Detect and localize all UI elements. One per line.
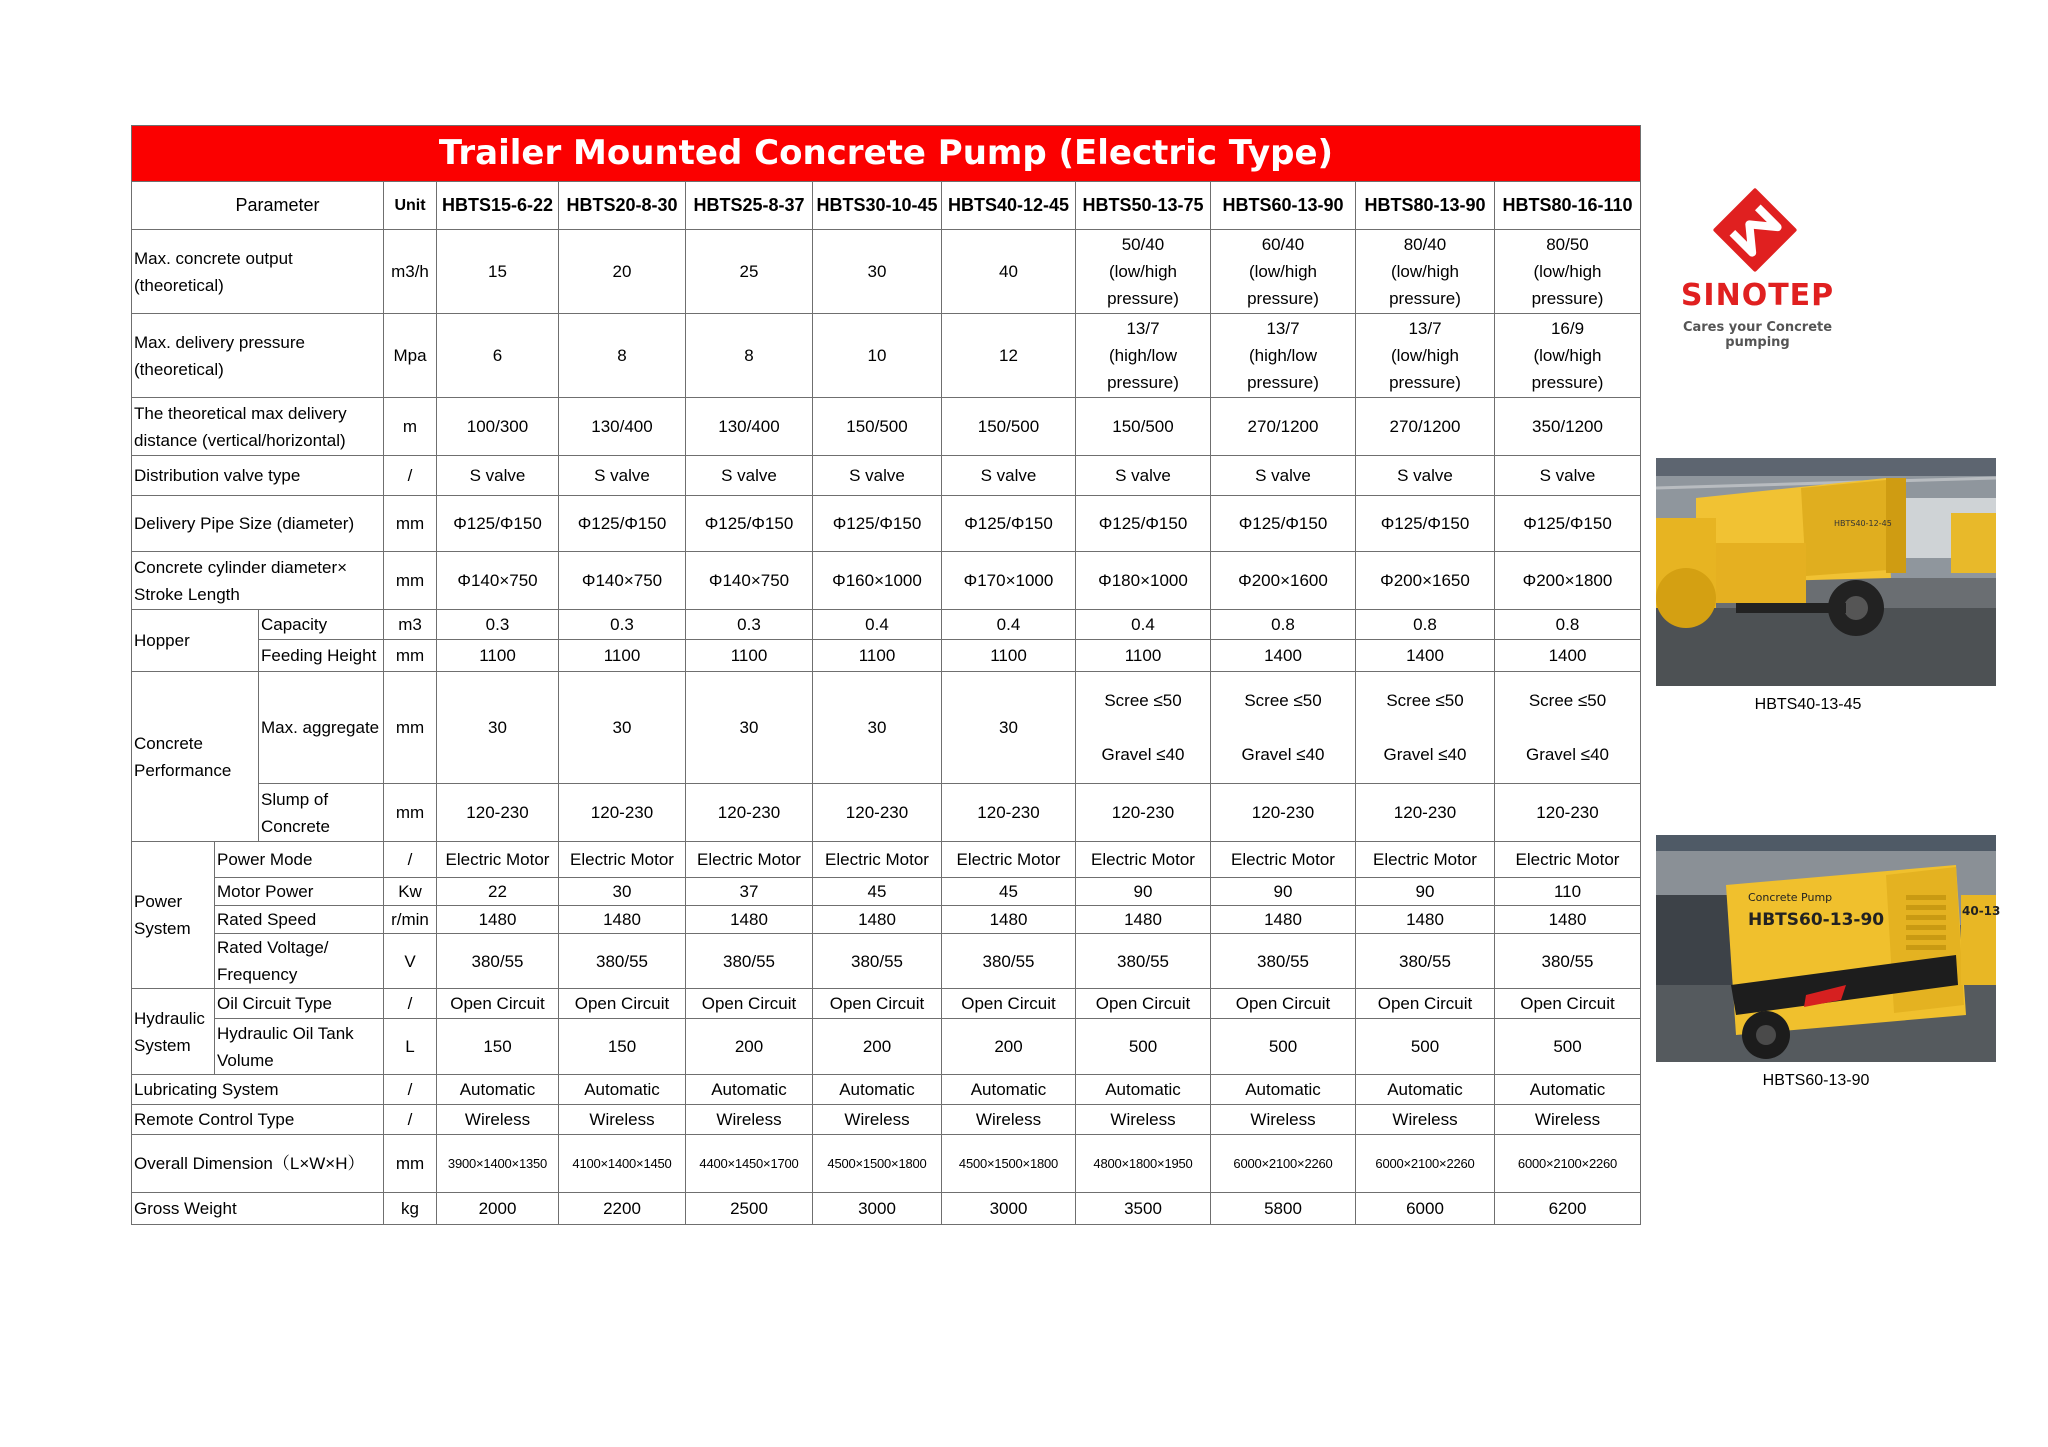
row-value: 1100: [813, 640, 942, 672]
row-value: 500: [1495, 1019, 1641, 1075]
photo-1-body-text: HBTS40-12-45: [1834, 519, 1892, 528]
row-value: 380/55: [1495, 934, 1641, 989]
row-value: 15: [437, 230, 559, 314]
row-unit: L: [384, 1019, 437, 1075]
row-value: S valve: [1076, 456, 1211, 496]
row-value: 3900×1400×1350: [437, 1135, 559, 1193]
row-parameter: Power Mode: [215, 842, 384, 878]
row-value: Automatic: [1356, 1075, 1495, 1105]
row-value: 30: [559, 878, 686, 906]
row-value: 1480: [1495, 906, 1641, 934]
row-value: 30: [813, 672, 942, 784]
row-value: Φ125/Φ150: [559, 496, 686, 552]
row-parameter: Rated Speed: [215, 906, 384, 934]
row-value: 20: [559, 230, 686, 314]
row-parameter: Max. concrete output (theoretical): [132, 230, 384, 314]
row-unit: m3: [384, 610, 437, 640]
row-value: Automatic: [437, 1075, 559, 1105]
row-group-label: Concrete Performance: [132, 672, 259, 842]
row-parameter: Rated Voltage/ Frequency: [215, 934, 384, 989]
row-parameter: The theoretical max delivery distance (vertical/horizontal): [132, 398, 384, 456]
row-value: Φ125/Φ150: [1356, 496, 1495, 552]
row-value: Wireless: [1211, 1105, 1356, 1135]
row-value: 1400: [1356, 640, 1495, 672]
row-value: 1100: [686, 640, 813, 672]
photo-2-edge-text: 40-13: [1962, 904, 2001, 918]
row-unit: mm: [384, 496, 437, 552]
row-value: 16/9 (low/high pressure): [1495, 314, 1641, 398]
row-value: 2500: [686, 1193, 813, 1225]
row-value: Φ125/Φ150: [437, 496, 559, 552]
row-value: 1480: [559, 906, 686, 934]
row-value: Φ200×1800: [1495, 552, 1641, 610]
row-value: 1480: [813, 906, 942, 934]
row-value: 100/300: [437, 398, 559, 456]
row-value: Φ170×1000: [942, 552, 1076, 610]
row-value: Wireless: [942, 1105, 1076, 1135]
table-row: [132, 1193, 1641, 1225]
row-value: 8: [559, 314, 686, 398]
row-value: 270/1200: [1356, 398, 1495, 456]
row-value: 1100: [942, 640, 1076, 672]
row-value: 25: [686, 230, 813, 314]
row-value: Φ180×1000: [1076, 552, 1211, 610]
header-model: HBTS50-13-75: [1076, 182, 1211, 230]
header-model: HBTS40-12-45: [942, 182, 1076, 230]
header-model: HBTS15-6-22: [437, 182, 559, 230]
logo-mark-icon: [1655, 185, 1875, 285]
row-value: 3000: [942, 1193, 1076, 1225]
row-group-label: Hopper: [132, 610, 259, 672]
row-value: 13/7 (high/low pressure): [1211, 314, 1356, 398]
row-value: 130/400: [686, 398, 813, 456]
row-value: 2000: [437, 1193, 559, 1225]
row-value: Scree ≤50 Gravel ≤40: [1356, 672, 1495, 784]
table-row: [132, 610, 1641, 640]
row-group-label: Hydraulic System: [132, 989, 215, 1075]
row-value: Automatic: [1076, 1075, 1211, 1105]
row-value: 6000×2100×2260: [1495, 1135, 1641, 1193]
row-value: 1480: [437, 906, 559, 934]
row-unit: mm: [384, 552, 437, 610]
table-row: [132, 1135, 1641, 1193]
glyph-mark: [1010, 68, 1040, 116]
row-value: 380/55: [559, 934, 686, 989]
row-value: 0.8: [1356, 610, 1495, 640]
row-value: 380/55: [1356, 934, 1495, 989]
row-value: 1480: [1211, 906, 1356, 934]
row-value: Open Circuit: [437, 989, 559, 1019]
row-value: 90: [1211, 878, 1356, 906]
header-model: HBTS30-10-45: [813, 182, 942, 230]
brand-tagline: Cares your Concrete pumping: [1682, 320, 1833, 350]
header-model: HBTS20-8-30: [559, 182, 686, 230]
row-parameter: Max. aggregate: [259, 672, 384, 784]
row-value: Electric Motor: [1076, 842, 1211, 878]
row-value: 60/40 (low/high pressure): [1211, 230, 1356, 314]
row-value: 80/50 (low/high pressure): [1495, 230, 1641, 314]
row-value: 270/1200: [1211, 398, 1356, 456]
header-model: HBTS80-13-90: [1356, 182, 1495, 230]
row-value: 380/55: [437, 934, 559, 989]
row-unit: /: [384, 989, 437, 1019]
table-row: [132, 456, 1641, 496]
row-parameter: Overall Dimension（L×W×H）: [132, 1135, 384, 1193]
row-parameter: Distribution valve type: [132, 456, 384, 496]
row-value: 1400: [1495, 640, 1641, 672]
row-value: Open Circuit: [1356, 989, 1495, 1019]
row-value: 500: [1076, 1019, 1211, 1075]
row-parameter: Oil Circuit Type: [215, 989, 384, 1019]
row-parameter: Concrete cylinder diameter× Stroke Length: [132, 552, 384, 610]
row-value: 120-230: [1076, 784, 1211, 842]
photo-caption-2: HBTS60-13-90: [1762, 1072, 1870, 1089]
row-value: Open Circuit: [942, 989, 1076, 1019]
row-value: Φ125/Φ150: [686, 496, 813, 552]
row-value: Open Circuit: [813, 989, 942, 1019]
row-value: Electric Motor: [1495, 842, 1641, 878]
row-value: 1100: [1076, 640, 1211, 672]
row-value: 37: [686, 878, 813, 906]
row-parameter: Remote Control Type: [132, 1105, 384, 1135]
row-value: 1400: [1211, 640, 1356, 672]
row-value: 6000: [1356, 1193, 1495, 1225]
row-value: 10: [813, 314, 942, 398]
row-value: 200: [942, 1019, 1076, 1075]
row-value: 200: [686, 1019, 813, 1075]
row-group-label: Power System: [132, 842, 215, 989]
row-value: 150: [559, 1019, 686, 1075]
row-parameter: Gross Weight: [132, 1193, 384, 1225]
row-value: 120-230: [942, 784, 1076, 842]
row-value: Wireless: [686, 1105, 813, 1135]
row-value: 120-230: [686, 784, 813, 842]
row-value: Wireless: [1076, 1105, 1211, 1135]
row-value: Φ200×1650: [1356, 552, 1495, 610]
header-model: HBTS80-16-110: [1495, 182, 1641, 230]
table-row: [132, 989, 1641, 1019]
row-value: 90: [1076, 878, 1211, 906]
row-value: 0.3: [686, 610, 813, 640]
row-value: 0.4: [942, 610, 1076, 640]
row-parameter: Motor Power: [215, 878, 384, 906]
row-value: 6200: [1495, 1193, 1641, 1225]
row-value: 0.8: [1495, 610, 1641, 640]
row-value: 4400×1450×1700: [686, 1135, 813, 1193]
row-value: 120-230: [437, 784, 559, 842]
row-value: Scree ≤50 Gravel ≤40: [1495, 672, 1641, 784]
row-unit: mm: [384, 1135, 437, 1193]
row-value: 120-230: [1211, 784, 1356, 842]
row-value: 1480: [686, 906, 813, 934]
row-unit: mm: [384, 784, 437, 842]
photo-2-panel-label: Concrete Pump: [1748, 891, 1833, 904]
table-title: Trailer Mounted Concrete Pump (Electric Type): [132, 126, 1641, 182]
row-value: 13/7 (high/low pressure): [1076, 314, 1211, 398]
row-value: 1480: [1076, 906, 1211, 934]
row-value: 4100×1400×1450: [559, 1135, 686, 1193]
row-value: 0.8: [1211, 610, 1356, 640]
row-value: Open Circuit: [1211, 989, 1356, 1019]
row-value: Automatic: [1495, 1075, 1641, 1105]
row-value: Φ160×1000: [813, 552, 942, 610]
row-parameter: Slump of Concrete: [259, 784, 384, 842]
table-row: [132, 1019, 1641, 1075]
row-value: Φ125/Φ150: [1076, 496, 1211, 552]
row-unit: /: [384, 842, 437, 878]
row-value: S valve: [813, 456, 942, 496]
table-row: [132, 1105, 1641, 1135]
table-row: [132, 552, 1641, 610]
row-unit: /: [384, 1105, 437, 1135]
row-unit: kg: [384, 1193, 437, 1225]
header-unit: Unit: [384, 182, 437, 230]
row-value: 120-230: [1495, 784, 1641, 842]
header-model: HBTS60-13-90: [1211, 182, 1356, 230]
product-photo-hbts40: [1656, 458, 1996, 686]
row-value: Φ140×750: [437, 552, 559, 610]
row-value: Wireless: [1356, 1105, 1495, 1135]
table-row: [132, 784, 1641, 842]
row-value: 0.4: [1076, 610, 1211, 640]
table-row: [132, 1075, 1641, 1105]
row-value: 150/500: [813, 398, 942, 456]
row-value: 500: [1211, 1019, 1356, 1075]
row-value: Open Circuit: [1495, 989, 1641, 1019]
row-parameter: Feeding Height: [259, 640, 384, 672]
row-value: S valve: [686, 456, 813, 496]
row-value: 1100: [437, 640, 559, 672]
row-value: Φ125/Φ150: [942, 496, 1076, 552]
row-parameter: Delivery Pipe Size (diameter): [132, 496, 384, 552]
row-value: 120-230: [559, 784, 686, 842]
row-value: Scree ≤50 Gravel ≤40: [1076, 672, 1211, 784]
row-value: Φ125/Φ150: [1211, 496, 1356, 552]
row-unit: /: [384, 456, 437, 496]
row-value: 380/55: [1211, 934, 1356, 989]
spec-table: [131, 125, 1641, 1225]
row-value: 380/55: [1076, 934, 1211, 989]
brand-name: SINOTEP: [1680, 278, 1835, 313]
row-value: 22: [437, 878, 559, 906]
row-value: 12: [942, 314, 1076, 398]
row-value: S valve: [942, 456, 1076, 496]
table-row: [132, 934, 1641, 989]
table-row: [132, 314, 1641, 398]
row-value: Φ125/Φ150: [813, 496, 942, 552]
row-value: 350/1200: [1495, 398, 1641, 456]
row-value: Automatic: [686, 1075, 813, 1105]
header-model: HBTS25-8-37: [686, 182, 813, 230]
row-value: S valve: [1211, 456, 1356, 496]
row-parameter: Capacity: [259, 610, 384, 640]
row-value: 380/55: [686, 934, 813, 989]
row-value: Electric Motor: [813, 842, 942, 878]
row-value: 0.3: [559, 610, 686, 640]
row-value: 50/40 (low/high pressure): [1076, 230, 1211, 314]
row-parameter: Max. delivery pressure (theoretical): [132, 314, 384, 398]
row-value: 13/7 (low/high pressure): [1356, 314, 1495, 398]
row-value: 110: [1495, 878, 1641, 906]
product-photo-hbts60: [1656, 835, 2001, 1062]
row-value: 90: [1356, 878, 1495, 906]
row-value: Automatic: [942, 1075, 1076, 1105]
row-value: 80/40 (low/high pressure): [1356, 230, 1495, 314]
row-value: 6: [437, 314, 559, 398]
photo-2-body-text: HBTS60-13-90: [1748, 910, 1885, 930]
header-parameter: Parameter: [132, 182, 384, 230]
row-value: 30: [559, 672, 686, 784]
row-value: Φ140×750: [559, 552, 686, 610]
row-unit: V: [384, 934, 437, 989]
row-value: Automatic: [1211, 1075, 1356, 1105]
row-value: Electric Motor: [942, 842, 1076, 878]
table-row: [132, 640, 1641, 672]
row-value: 3000: [813, 1193, 942, 1225]
row-value: S valve: [1495, 456, 1641, 496]
row-value: 30: [942, 672, 1076, 784]
row-value: 1100: [559, 640, 686, 672]
row-value: 120-230: [813, 784, 942, 842]
row-value: Wireless: [1495, 1105, 1641, 1135]
row-value: 200: [813, 1019, 942, 1075]
row-value: 150: [437, 1019, 559, 1075]
row-parameter: Lubricating System: [132, 1075, 384, 1105]
row-value: 2200: [559, 1193, 686, 1225]
row-unit: r/min: [384, 906, 437, 934]
row-value: S valve: [437, 456, 559, 496]
row-value: Electric Motor: [686, 842, 813, 878]
row-value: 40: [942, 230, 1076, 314]
table-row: [132, 842, 1641, 878]
row-value: Wireless: [813, 1105, 942, 1135]
row-value: Electric Motor: [1356, 842, 1495, 878]
row-value: 130/400: [559, 398, 686, 456]
row-unit: mm: [384, 672, 437, 784]
row-value: Open Circuit: [559, 989, 686, 1019]
row-value: 380/55: [942, 934, 1076, 989]
row-value: 30: [437, 672, 559, 784]
row-value: 4500×1500×1800: [942, 1135, 1076, 1193]
row-value: 500: [1356, 1019, 1495, 1075]
photo-caption-1: HBTS40-13-45: [1754, 696, 1862, 713]
table-row: [132, 496, 1641, 552]
row-value: 150/500: [942, 398, 1076, 456]
table-row: [132, 230, 1641, 314]
row-value: 30: [813, 230, 942, 314]
row-value: Automatic: [813, 1075, 942, 1105]
row-value: Electric Motor: [559, 842, 686, 878]
table-row: [132, 672, 1641, 784]
row-value: 0.3: [437, 610, 559, 640]
row-value: 6000×2100×2260: [1211, 1135, 1356, 1193]
row-value: Electric Motor: [1211, 842, 1356, 878]
row-value: 150/500: [1076, 398, 1211, 456]
row-value: 4500×1500×1800: [813, 1135, 942, 1193]
row-value: 380/55: [813, 934, 942, 989]
row-value: 1480: [942, 906, 1076, 934]
row-value: Wireless: [437, 1105, 559, 1135]
row-value: Φ125/Φ150: [1495, 496, 1641, 552]
table-row: [132, 398, 1641, 456]
row-value: 45: [942, 878, 1076, 906]
row-parameter: Hydraulic Oil Tank Volume: [215, 1019, 384, 1075]
row-value: 5800: [1211, 1193, 1356, 1225]
row-value: S valve: [559, 456, 686, 496]
row-value: 6000×2100×2260: [1356, 1135, 1495, 1193]
row-value: 4800×1800×1950: [1076, 1135, 1211, 1193]
row-value: 1480: [1356, 906, 1495, 934]
row-value: 45: [813, 878, 942, 906]
row-value: Automatic: [559, 1075, 686, 1105]
row-unit: mm: [384, 640, 437, 672]
row-value: Electric Motor: [437, 842, 559, 878]
concrete-pump-image-icon: [1656, 835, 2001, 1062]
row-unit: Kw: [384, 878, 437, 906]
table-row: [132, 878, 1641, 906]
row-value: Φ200×1600: [1211, 552, 1356, 610]
row-unit: m3/h: [384, 230, 437, 314]
table-row: [132, 906, 1641, 934]
row-value: 30: [686, 672, 813, 784]
row-value: 120-230: [1356, 784, 1495, 842]
row-unit: m: [384, 398, 437, 456]
concrete-pump-image-icon: [1656, 458, 1996, 686]
row-value: 0.4: [813, 610, 942, 640]
row-value: Scree ≤50 Gravel ≤40: [1211, 672, 1356, 784]
row-value: Open Circuit: [686, 989, 813, 1019]
row-value: 8: [686, 314, 813, 398]
row-value: Φ140×750: [686, 552, 813, 610]
row-value: Open Circuit: [1076, 989, 1211, 1019]
row-value: 3500: [1076, 1193, 1211, 1225]
row-value: S valve: [1356, 456, 1495, 496]
row-unit: Mpa: [384, 314, 437, 398]
row-value: Wireless: [559, 1105, 686, 1135]
row-unit: /: [384, 1075, 437, 1105]
